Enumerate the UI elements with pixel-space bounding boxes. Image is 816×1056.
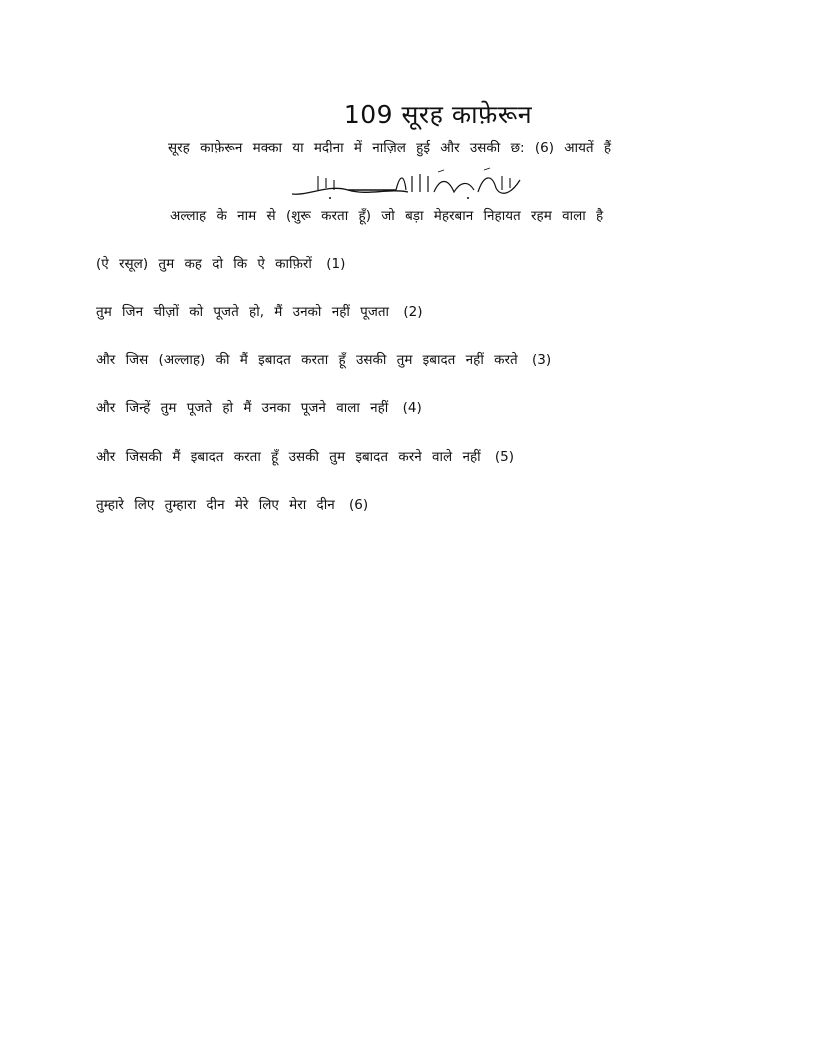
page-title: 109 सूरह काफ़ेरून <box>343 100 533 129</box>
verse-number: (6) <box>348 497 369 513</box>
verse-1 <box>96 254 345 274</box>
verse-3 <box>96 350 551 370</box>
verse-6 <box>96 495 368 515</box>
bismillah-calligraphy <box>288 166 528 202</box>
verse-number: (4) <box>402 400 422 416</box>
verse-text: तुम जिन चीज़ों को पूजते हो, मैं उनको नहीं पूजता <box>96 304 390 320</box>
verse-number: (1) <box>326 256 346 272</box>
verse-text: (ऐ रसूल) तुम कह दो कि ऐ काफ़िरों <box>96 256 312 272</box>
verse-text: और जिस (अल्लाह) की मैं इबादत करता हूँ उसकी तुम इबादत नहीं करते <box>96 352 518 368</box>
invocation-line: अल्लाह के नाम से (शुरू करता हूँ) जो बड़ा मेहरबान निहायत रहम वाला है <box>170 208 604 224</box>
verse-number: (2) <box>403 304 423 320</box>
verse-text: तुम्हारे लिए तुम्हारा दीन मेरे लिए मेरा दीन <box>96 497 335 513</box>
verse-2 <box>96 302 422 322</box>
verse-5 <box>96 447 514 467</box>
verse-number: (3) <box>532 352 552 368</box>
surah-subtitle: सूरह काफ़ेरून मक्का या मदीना में नाज़िल हुई और उसकी छ: (6) आयतें हैं <box>168 140 612 156</box>
verse-4 <box>96 398 422 418</box>
verse-text: और जिसकी मैं इबादत करता हूँ उसकी तुम इबादत करने वाले नहीं <box>96 449 481 465</box>
verse-text: और जिन्हें तुम पूजते हो मैं उनका पूजने वाला नहीं <box>96 400 389 416</box>
verse-number: (5) <box>494 449 515 465</box>
